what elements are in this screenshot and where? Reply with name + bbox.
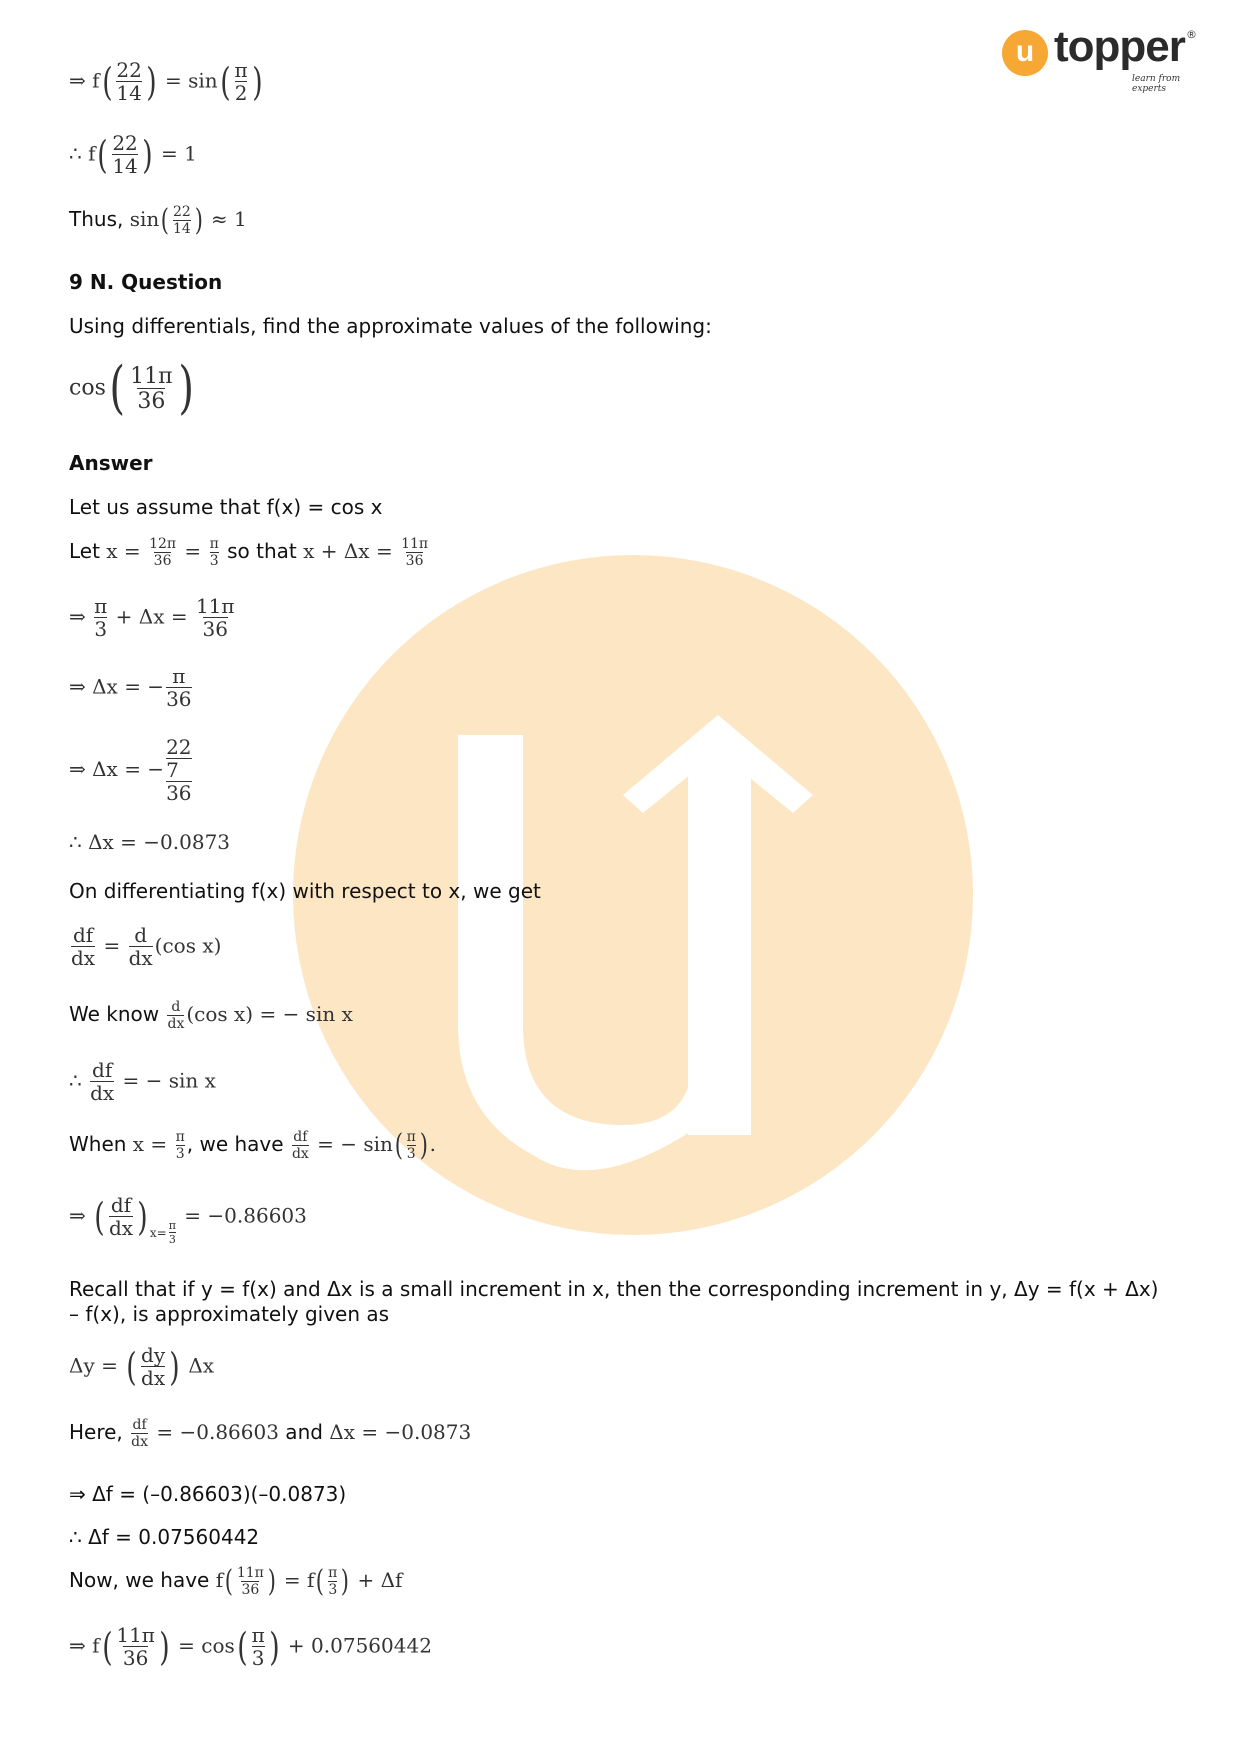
now-we-have-line: Now, we have f( $\frac{11\pi}{36}$ ) = f( $\frac{\pi}{3}$ ) + Δf (69, 1563, 403, 1599)
final-expression-line: ⇒ f( $\frac{11\pi}{36}$ ) = cos( $\frac{\pi}{3}$ ) + 0.07560442 (69, 1623, 432, 1670)
delta-x-value: ∴ Δx = −0.0873 (69, 830, 231, 854)
logo-u-letter: u (1015, 35, 1035, 68)
delta-f-value: ∴ Δf = 0.07560442 (69, 1525, 260, 1549)
here-values-line: Here, $\frac{df}{dx}$ = −0.86603 and Δx = −0.0873 (69, 1417, 472, 1450)
thus-line: Thus, sin( $\frac{22}{14}$ ) ≈ 1 (69, 202, 247, 238)
differentiating-text: On differentiating f(x) with respect to x, we get (69, 879, 541, 903)
we-know-line: We know $\frac{d}{dx}$ (cos x) = − sin x (69, 999, 353, 1032)
delta-y-formula: Δy = ( $\frac{dy}{dx}$ ) Δx (69, 1343, 215, 1390)
derivative-value-line: ⇒ ( $\frac{df}{dx}$ ) $_{x= \frac{\pi}{3}}$ = −0.86603 (69, 1193, 307, 1246)
step-delta-x-22-7: ⇒ Δx = − $\frac{\frac{22}{7}}{36}$ (69, 735, 192, 805)
math-line-f-equals-sin: ⇒ f( $\frac{22}{14}$ ) = sin( $\frac{\pi}{2}$ ) (69, 58, 263, 105)
step-delta-x-pi: ⇒ Δx = − $\frac{\pi}{36}$ (69, 664, 192, 711)
df-dx-minus-sin: ∴ $\frac{df}{dx}$ = − sin x (69, 1058, 216, 1105)
math-line-f-equals-one: ∴ f( $\frac{22}{14}$ ) = 1 (69, 131, 197, 178)
logo-tagline: learn from experts (1132, 74, 1181, 94)
question-expression: cos( $\frac{11\pi}{36}$ ) (69, 355, 194, 421)
step-pi-over-3: ⇒ $\frac{\pi}{3}$ + Δx = $\frac{11\pi}{36}$ (69, 594, 235, 641)
df-dx-line: $\frac{df}{dx}$ = $\frac{d}{dx}$ (cos x) (71, 923, 222, 970)
when-x-line: When x = $\frac{\pi}{3}$ , we have $\frac{df}{dx}$ = − sin( $\frac{\pi}{3}$ ). (69, 1127, 436, 1163)
registered-mark: ® (1186, 28, 1197, 41)
let-x-line: Let x = $\frac{12\pi}{36}$ = $\frac{\pi}{3}$ so that x + Δx = $\frac{11\pi}{36}$ (69, 536, 429, 569)
question-title: 9 N. Question (69, 270, 223, 294)
delta-f-product: ⇒ Δf = (–0.86603)(–0.0873) (69, 1482, 347, 1506)
question-prompt: Using differentials, find the approximate values of the following: (69, 314, 712, 338)
assume-line: Let us assume that f(x) = cos x (69, 495, 383, 519)
recall-paragraph: Recall that if y = f(x) and Δx is a small increment in x, then the corresponding increment in y, Δy = f(x + Δx) – f(x), is approximately given as (69, 1277, 1159, 1326)
logo-wordmark: topper (1054, 22, 1185, 71)
topper-logo (1002, 22, 1202, 94)
answer-heading: Answer (69, 451, 153, 475)
